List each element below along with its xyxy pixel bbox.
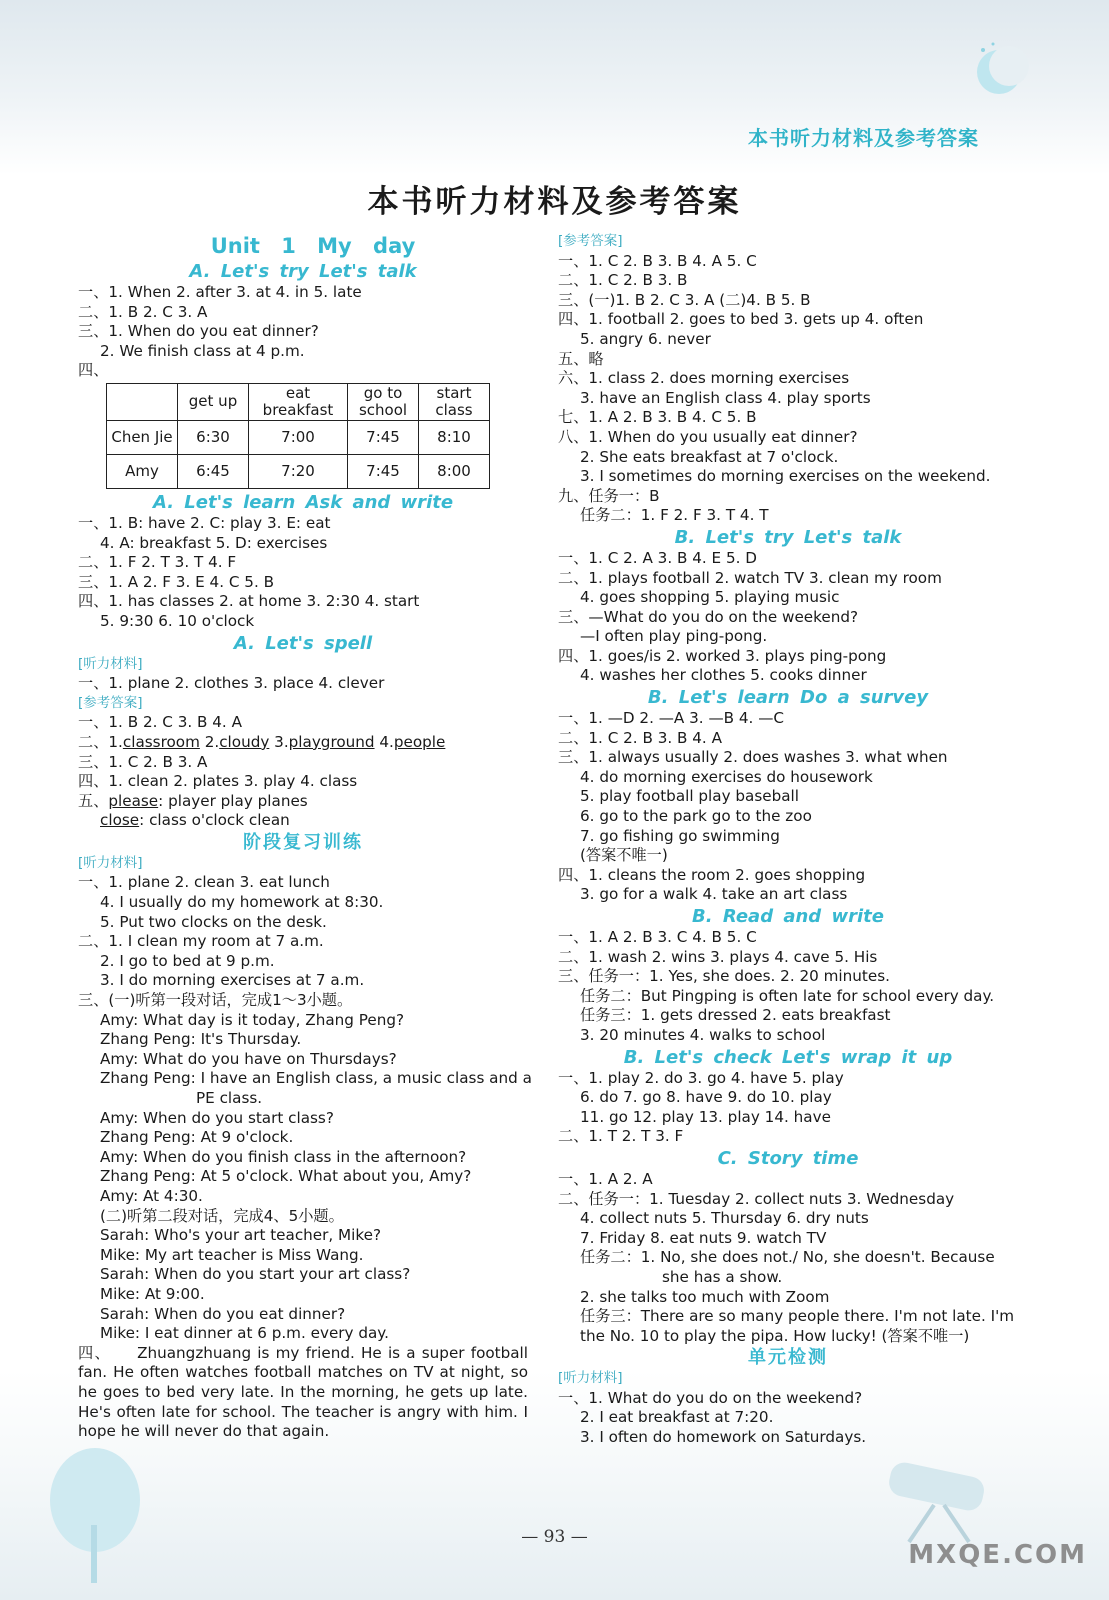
answer-line <box>78 792 528 812</box>
answer-line: 4. goes shopping 5. playing music <box>580 588 840 607</box>
listening-material-tag: [听力材料] <box>78 854 143 871</box>
table-cell: 6:30 <box>178 420 249 454</box>
right-column <box>558 232 1018 1448</box>
table-cell: 7:45 <box>348 454 419 488</box>
answer-line: 7. Friday 8. eat nuts 9. watch TV <box>580 1228 827 1247</box>
section-title: 阶段复习训练 <box>243 831 363 853</box>
answer-line: 二、1. C 2. B 3. B 4. A <box>558 728 722 747</box>
section-title: 单元检测 <box>748 1347 828 1369</box>
item-number: 3. <box>269 732 289 751</box>
answer-line: 四、 <box>78 361 109 380</box>
table-cell: 6:45 <box>178 454 249 488</box>
answer-line: —I often play ping-pong. <box>580 627 768 646</box>
underlined-word: please <box>108 791 159 810</box>
section-title: A. Let's try Let's talk <box>189 261 417 282</box>
answer-line: 2. We finish class at 4 p.m. <box>100 341 305 360</box>
page-title: 本书听力材料及参考答案 <box>367 184 742 220</box>
answer-line: 三、1. A 2. F 3. E 4. C 5. B <box>78 572 275 591</box>
dialogue-line: Zhang Peng: At 9 o'clock. <box>100 1128 294 1147</box>
table-cell: Amy <box>107 454 178 488</box>
section-title: C. Story time <box>717 1147 859 1169</box>
answer-line: 一、1. A 2. B 3. C 4. B 5. C <box>558 928 757 946</box>
item-number: 五、 <box>78 791 109 810</box>
table-header-row <box>107 383 490 420</box>
dialogue-line: Zhang Peng: I have an English class, a music class and a <box>100 1069 532 1088</box>
table-cell: 7:20 <box>249 454 348 488</box>
answer-line: 一、1. A 2. A <box>558 1169 653 1188</box>
answer-line: 任务三：There are so many people there. I'm not late. I'm <box>580 1307 1015 1326</box>
dialogue-line: PE class. <box>196 1089 263 1107</box>
answer-line: 2. I go to bed at 9 p.m. <box>100 951 275 970</box>
answer-line: 二、1. T 2. T 3. F <box>558 1127 684 1146</box>
section-title: B. Let's learn Do a survey <box>647 687 929 709</box>
dialogue-line: Amy: At 4:30. <box>100 1186 203 1205</box>
answer-line: 5. 9:30 6. 10 o'clock <box>100 611 255 630</box>
item-number: 二、1. <box>78 732 123 751</box>
answer-text: : class o'clock clean <box>139 811 290 830</box>
answer-line: 5. Put two clocks on the desk. <box>100 912 327 931</box>
table-row <box>107 420 490 454</box>
answer-line: 3. go for a walk 4. take an art class <box>580 885 848 904</box>
answer-line: 四、1. clean 2. plates 3. play 4. class <box>78 772 358 791</box>
answer-line: 4. I usually do my homework at 8:30. <box>100 893 384 912</box>
answer-line: 一、1. plane 2. clothes 3. place 4. clever <box>78 674 385 693</box>
answer-line: 2. I eat breakfast at 7:20. <box>580 1408 774 1427</box>
passage <box>78 1344 528 1442</box>
answer-line: 4. collect nuts 5. Thursday 6. dry nuts <box>580 1209 869 1228</box>
answer-line: 7. go fishing go swimming <box>580 826 780 845</box>
answer-line: 5. angry 6. never <box>580 329 711 348</box>
answer-line: 三、1. always usually 2. does washes 3. what when <box>558 748 948 767</box>
answer-line: 一、1. When 2. after 3. at 4. in 5. late <box>78 283 362 301</box>
table-header-cell <box>107 383 178 420</box>
answer-line: 二、1. I clean my room at 7 a.m. <box>78 932 324 951</box>
table-header-cell: start class <box>419 383 490 420</box>
dialogue-line: Mike: At 9:00. <box>100 1284 205 1303</box>
answer-line: 四、1. has classes 2. at home 3. 2:30 4. start <box>78 592 420 611</box>
unit-title: Unit 1 My day <box>210 234 416 258</box>
answer-line: 三、1. C 2. B 3. A <box>78 752 208 771</box>
answer-line: the No. 10 to play the pipa. How lucky! (答案不唯一) <box>580 1326 970 1345</box>
answer-line: 一、1. plane 2. clean 3. eat lunch <box>78 873 330 892</box>
listening-material-tag: [听力材料] <box>78 655 143 672</box>
dialogue-line: Sarah: When do you start your art class? <box>100 1265 411 1284</box>
answer-line: 三、任务一：1. Yes, she does. 2. 20 minutes. <box>558 967 890 986</box>
listening-material-tag: [听力材料] <box>558 1370 623 1387</box>
answer-line: 九、任务一：B <box>558 486 660 505</box>
answer-line: 三、—What do you do on the weekend? <box>558 607 859 626</box>
table-cell: 8:10 <box>419 420 490 454</box>
section-title: B. Let's try Let's talk <box>674 526 902 548</box>
answer-line: 2. she talks too much with Zoom <box>580 1287 830 1306</box>
answer-line: 3. I sometimes do morning exercises on the weekend. <box>580 467 991 486</box>
dialogue-line: Sarah: When do you eat dinner? <box>100 1304 346 1323</box>
answer-line: 七、1. A 2. B 3. B 4. C 5. B <box>558 408 757 427</box>
dialogue-line: Zhang Peng: At 5 o'clock. What about you, Amy? <box>100 1167 472 1186</box>
answer-line: 三、(一)听第一段对话，完成1～3小题。 <box>78 991 353 1010</box>
answer-line: 3. 20 minutes 4. walks to school <box>580 1025 826 1044</box>
underlined-word: playground <box>288 732 375 751</box>
answer-line: 一、1. play 2. do 3. go 4. have 5. play <box>558 1068 844 1087</box>
answer-line: 4. do morning exercises do housework <box>580 767 873 786</box>
answer-line: 一、1. C 2. B 3. B 4. A 5. C <box>558 251 757 270</box>
answer-line: 3. I often do homework on Saturdays. <box>580 1428 867 1447</box>
answer-line: 6. do 7. go 8. have 9. do 10. play <box>580 1088 832 1107</box>
dialogue-line: Mike: I eat dinner at 6 p.m. every day. <box>100 1324 389 1343</box>
answer-line: 11. go 12. play 13. play 14. have <box>580 1107 831 1126</box>
answer-line: 三、(一)1. B 2. C 3. A (二)4. B 5. B <box>558 290 811 309</box>
underlined-word: close <box>100 811 140 830</box>
answer-line: 4. washes her clothes 5. cooks dinner <box>580 666 867 685</box>
dialogue-line: Amy: When do you finish class in the afternoon? <box>100 1147 467 1166</box>
passage-text: Zhuangzhuang is my friend. He is a super football fan. He often watches football matches on TV at night, so he goes to bed very late. In the morning, he gets up late. He's often late for school. The teacher is angry with him. I hope he will never do that again. <box>78 1343 528 1441</box>
dialogue-line: Sarah: Who's your art teacher, Mike? <box>100 1226 382 1245</box>
answer-line <box>78 811 528 831</box>
item-number: 4. <box>374 732 394 751</box>
answer-line: 二、任务一：1. Tuesday 2. collect nuts 3. Wednesday <box>558 1189 955 1208</box>
answer-line: 五、略 <box>558 349 604 368</box>
answer-text: : player play planes <box>158 791 308 810</box>
dialogue-line: Amy: What do you have on Thursdays? <box>100 1049 397 1068</box>
schedule-table <box>106 383 490 489</box>
item-number: 2. <box>199 732 220 751</box>
answer-line: 任务二：1. No, she does not./ No, she doesn't. Because <box>580 1248 995 1267</box>
answer-line: 2. She eats breakfast at 7 o'clock. <box>580 447 839 466</box>
header-tag: 本书听力材料及参考答案 <box>748 126 979 150</box>
answer-line: 二、1. plays football 2. watch TV 3. clean my room <box>558 568 942 587</box>
dialogue-line: Amy: What day is it today, Zhang Peng? <box>100 1010 405 1029</box>
underlined-word: classroom <box>122 732 200 751</box>
reference-answer-tag: [参考答案] <box>558 233 623 249</box>
answer-line: 一、1. B 2. C 3. B 4. A <box>78 713 242 732</box>
table-cell: 7:00 <box>249 420 348 454</box>
answer-line: 二、1. F 2. T 3. T 4. F <box>78 553 237 572</box>
answer-line: 三、1. When do you eat dinner? <box>78 322 319 341</box>
table-header-cell: eat breakfast <box>249 383 348 420</box>
answer-line: 四、1. goes/is 2. worked 3. plays ping-pong <box>558 646 887 665</box>
answer-line <box>78 733 528 753</box>
section-title: A. Let's spell <box>233 632 373 654</box>
answer-line: 二、1. B 2. C 3. A <box>78 302 208 321</box>
section-title: B. Let's check Let's wrap it up <box>623 1046 953 1068</box>
left-column <box>78 232 532 1442</box>
answer-line: 一、1. B: have 2. C: play 3. E: eat <box>78 513 331 532</box>
answer-line: 3. have an English class 4. play sports <box>580 388 871 407</box>
answer-line: 八、1. When do you usually eat dinner? <box>558 427 858 446</box>
section-title: A. Let's learn Ask and write <box>152 491 454 513</box>
answer-note: (答案不唯一) <box>580 846 668 865</box>
answer-line: 5. play football play baseball <box>580 787 799 806</box>
answer-line: 3. I do morning exercises at 7 a.m. <box>100 971 365 990</box>
watermark: MXQE.COM <box>908 1540 1087 1570</box>
answer-line: 四、1. football 2. goes to bed 3. gets up 4. often <box>558 310 924 329</box>
table-cell: Chen Jie <box>107 420 178 454</box>
answer-line: 四、1. cleans the room 2. goes shopping <box>558 865 866 884</box>
answer-line: (二)听第二段对话，完成4、5小题。 <box>100 1206 344 1225</box>
answer-line: 一、1. —D 2. —A 3. —B 4. —C <box>558 709 784 728</box>
answer-line: 二、1. wash 2. wins 3. plays 4. cave 5. His <box>558 947 878 966</box>
underlined-word: cloudy <box>219 732 270 751</box>
table-row <box>107 454 490 488</box>
page-number: — 93 — <box>521 1527 588 1547</box>
answer-line: 一、1. C 2. A 3. B 4. E 5. D <box>558 548 757 567</box>
table-cell: 7:45 <box>348 420 419 454</box>
answer-line: she has a show. <box>662 1267 783 1286</box>
answer-line: 一、1. What do you do on the weekend? <box>558 1388 863 1407</box>
table-header-cell: get up <box>178 383 249 420</box>
table-header-cell: go to school <box>348 383 419 420</box>
answer-line: 六、1. class 2. does morning exercises <box>558 369 850 388</box>
answer-line: 4. A: breakfast 5. D: exercises <box>100 533 328 552</box>
dialogue-line: Amy: When do you start class? <box>100 1108 334 1127</box>
answer-line: 任务三：1. gets dressed 2. eats breakfast <box>580 1006 891 1025</box>
dialogue-line: Zhang Peng: It's Thursday. <box>100 1030 302 1049</box>
item-number: 四、 <box>78 1343 112 1362</box>
table-cell: 8:00 <box>419 454 490 488</box>
moon-icon <box>969 40 1029 100</box>
answer-line: 任务二：1. F 2. F 3. T 4. T <box>580 506 769 525</box>
dialogue-line: Mike: My art teacher is Miss Wang. <box>100 1245 364 1264</box>
section-title: B. Read and write <box>692 906 884 927</box>
answer-line: 任务二：But Pingping is often late for school every day. <box>580 986 995 1005</box>
answer-line: 二、1. C 2. B 3. B <box>558 271 688 290</box>
answer-line: 6. go to the park go to the zoo <box>580 807 812 826</box>
tree-illustration <box>40 1445 150 1585</box>
reference-answer-tag: [参考答案] <box>78 694 143 711</box>
underlined-word: people <box>393 732 446 751</box>
